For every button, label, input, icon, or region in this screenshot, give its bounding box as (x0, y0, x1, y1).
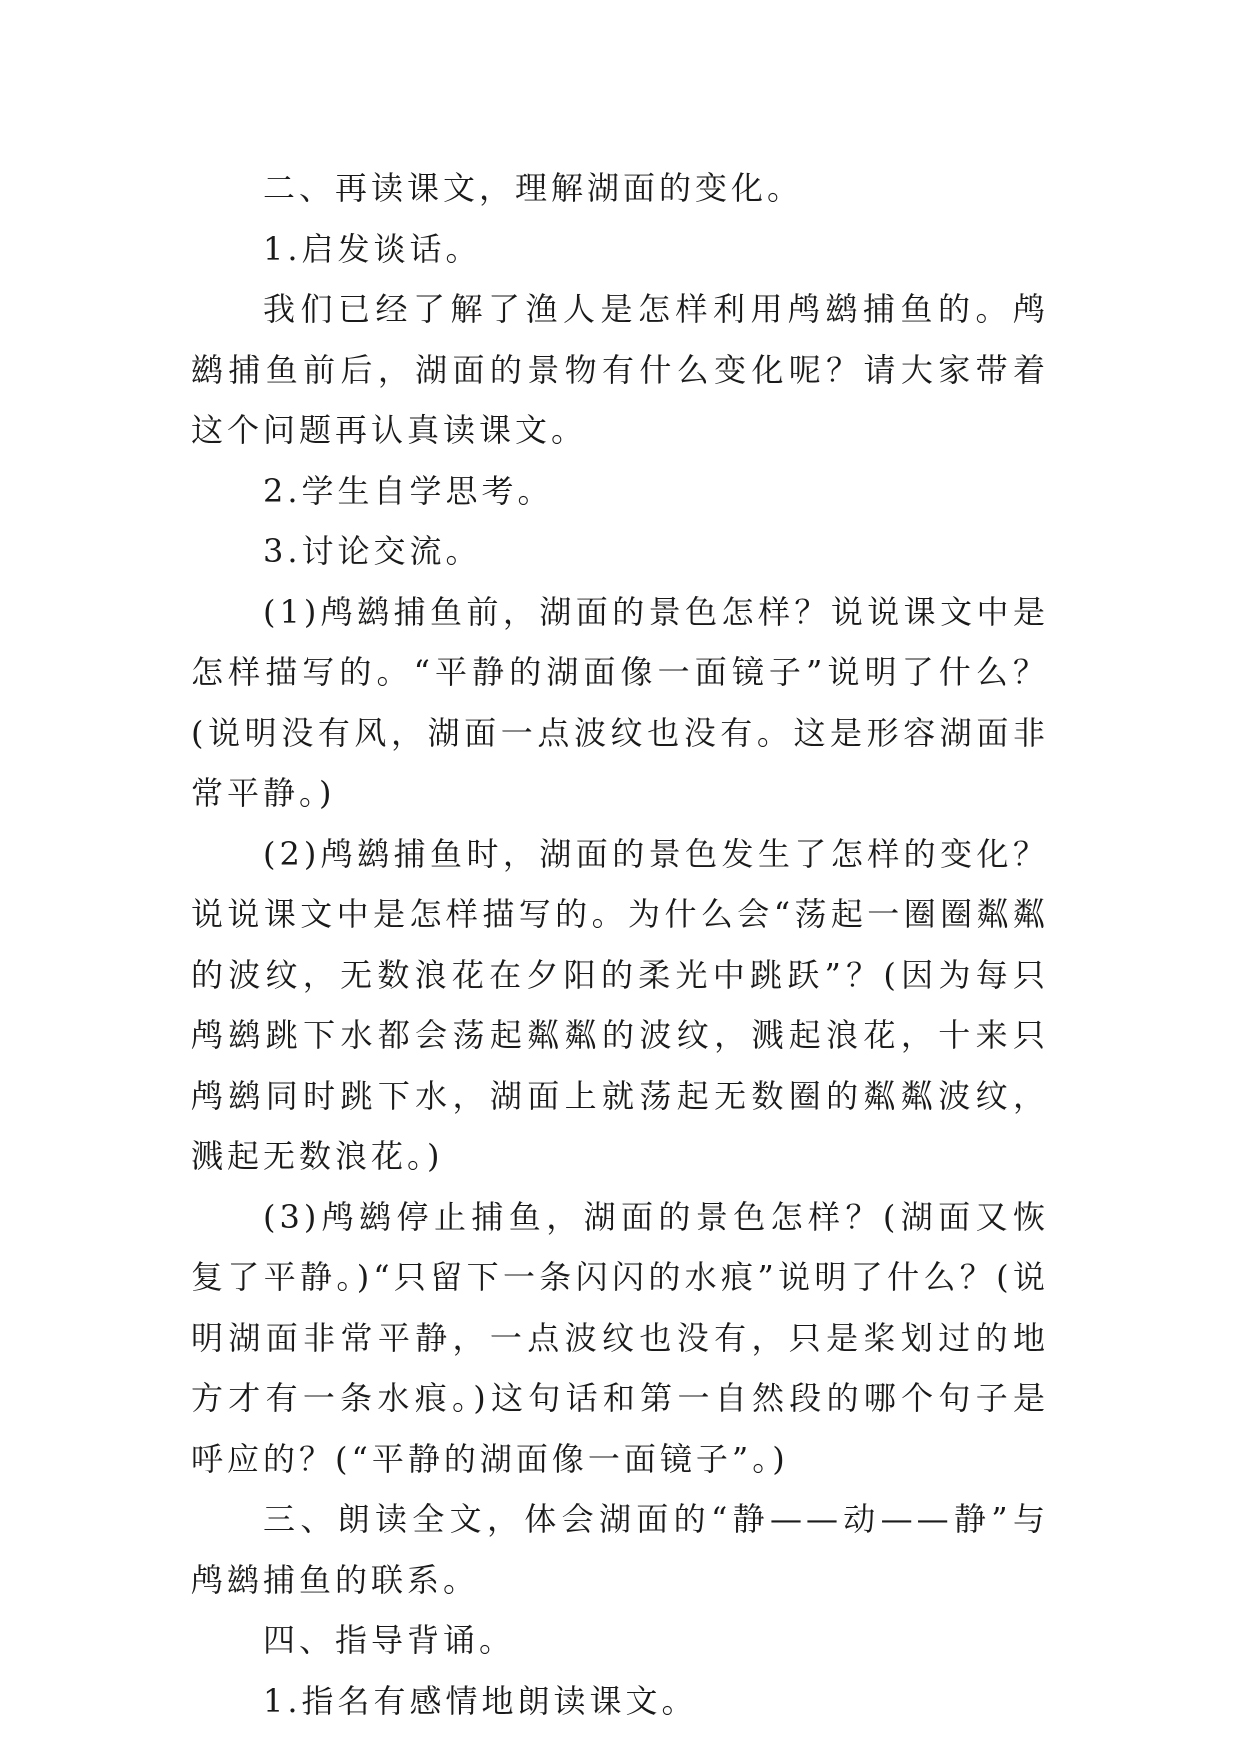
section-heading-reread: 二、再读课文，理解湖面的变化。 (263, 169, 804, 207)
step-discussion: 3.讨论交流。 (263, 532, 482, 570)
step-self-study: 2.学生自学思考。 (263, 471, 554, 510)
discussion-item-1: (1)鸬鹚捕鱼前，湖面的景色怎样？说说课文中是怎样描写的。“平静的湖面像一面镜子”说明了什么？(说明没有风，湖面一点波纹也没有。这是形容湖面非常平静。) (191, 592, 1049, 812)
step-read-with-emotion: 1.指名有感情地朗读课文。 (263, 1681, 698, 1720)
paragraph-intro: 我们已经了解了渔人是怎样利用鸬鹚捕鱼的。鸬鹚捕鱼前后，湖面的景物有什么变化呢？请大家带着这个问题再认真读课文。 (191, 290, 1049, 449)
discussion-item-2: (2)鸬鹚捕鱼时，湖面的景色发生了怎样的变化？说说课文中是怎样描写的。为什么会“荡起一圈圈粼粼的波纹，无数浪花在夕阳的柔光中跳跃”？(因为每只鸬鹚跳下水都会荡起粼粼的波纹，溅起浪花，十来只鸬鹚同时跳下水，湖面上就荡起无数圈的粼粼波纹，溅起无数浪花。) (191, 834, 1049, 1175)
discussion-item-3: (3)鸬鹚停止捕鱼，湖面的景色怎样？(湖面又恢复了平静。)“只留下一条闪闪的水痕”说明了什么？(说明湖面非常平静，一点波纹也没有，只是桨划过的地方才有一条水痕。)这句话和第一自然段的哪个句子是呼应的？(“平静的湖面像一面镜子”。) (191, 1197, 1049, 1478)
section-heading-recite: 四、指导背诵。 (263, 1621, 516, 1659)
section-heading-read-aloud: 三、朗读全文，体会湖面的“静——动——静”与鸬鹚捕鱼的联系。 (191, 1500, 1049, 1599)
step-inspire-talk: 1.启发谈话。 (263, 229, 482, 268)
document-body (191, 158, 1049, 1731)
